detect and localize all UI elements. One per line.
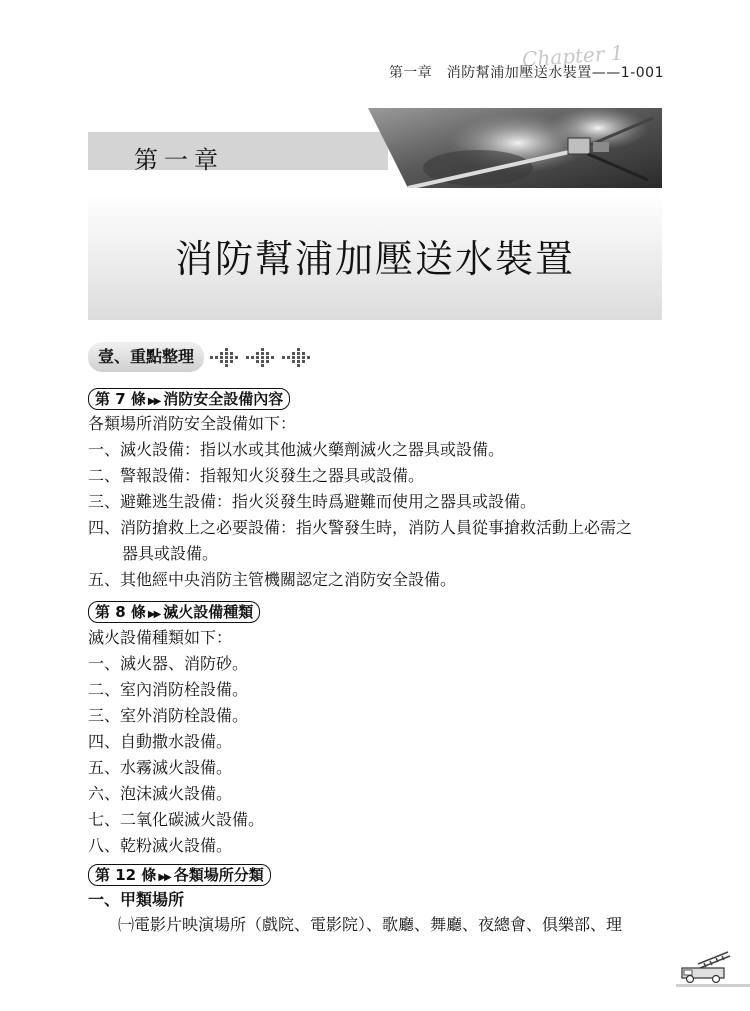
header-watermark: Chapter 1 — [521, 40, 625, 72]
article-line: 滅火設備種類如下： — [88, 628, 233, 647]
article-line: 二、警報設備：指報知火災發生之器具或設備。 — [88, 466, 425, 485]
article-line: 四、消防搶救上之必要設備：指火警發生時，消防人員從事搶救活動上必需之 — [88, 518, 633, 537]
article-title: 滅火設備種類 — [163, 603, 254, 621]
article-line: 四、自動撒水設備。 — [88, 732, 233, 751]
article-line: 三、室外消防栓設備。 — [88, 706, 249, 725]
double-triangle-arrow-icon: ▶▶ — [158, 872, 170, 883]
article-line: 六、泡沫滅火設備。 — [88, 784, 233, 803]
chapter-title: 消防幫浦加壓送水裝置 — [174, 237, 575, 281]
article-heading — [88, 864, 271, 886]
running-header: 第一章 消防幫浦加壓送水裝置——1-001 — [388, 65, 664, 81]
section-tag — [88, 342, 204, 372]
article-line: 二、室內消防栓設備。 — [88, 680, 249, 699]
section-label: 壹、重點整理 — [98, 347, 195, 366]
chapter-bar — [88, 132, 388, 172]
dotted-arrows-icon — [210, 344, 320, 376]
article-title: 各類場所分類 — [173, 866, 264, 884]
article-line: 器具或設備。 — [122, 544, 219, 563]
footer-band — [676, 984, 750, 987]
double-triangle-arrow-icon: ▶▶ — [147, 609, 160, 620]
article-line: 五、水霧滅火設備。 — [88, 758, 233, 777]
article-title: 消防安全設備內容 — [163, 390, 284, 408]
double-triangle-arrow-icon: ▶▶ — [147, 396, 160, 407]
chapter-label: 第一章 — [134, 146, 224, 174]
article-line: 三、避難逃生設備：指火災發生時爲避難而使用之器具或設備。 — [88, 492, 537, 511]
article-heading — [88, 601, 260, 623]
article-line: 七、二氧化碳滅火設備。 — [88, 810, 265, 829]
article-heading — [88, 388, 290, 410]
article-number: 第 12 條 — [95, 866, 157, 884]
article-line: 一、滅火器、消防砂。 — [88, 654, 249, 673]
fire-truck-icon — [676, 950, 736, 988]
article-number: 第 7 條 — [95, 390, 146, 408]
banner-photo — [368, 108, 662, 188]
article-number: 第 8 條 — [95, 603, 146, 621]
article-line: 各類場所消防安全設備如下： — [88, 414, 297, 433]
article-line: ㈠電影片映演場所（戲院、電影院）、歌廳、舞廳、夜總會、俱樂部、理 — [118, 915, 623, 934]
article-line: 一、滅火設備：指以水或其他滅火藥劑滅火之器具或設備。 — [88, 440, 505, 459]
article-line: 五、其他經中央消防主管機關認定之消防安全設備。 — [88, 570, 457, 589]
article-line: 八、乾粉滅火設備。 — [88, 836, 233, 855]
article-line: 一、甲類場所 — [88, 890, 185, 909]
